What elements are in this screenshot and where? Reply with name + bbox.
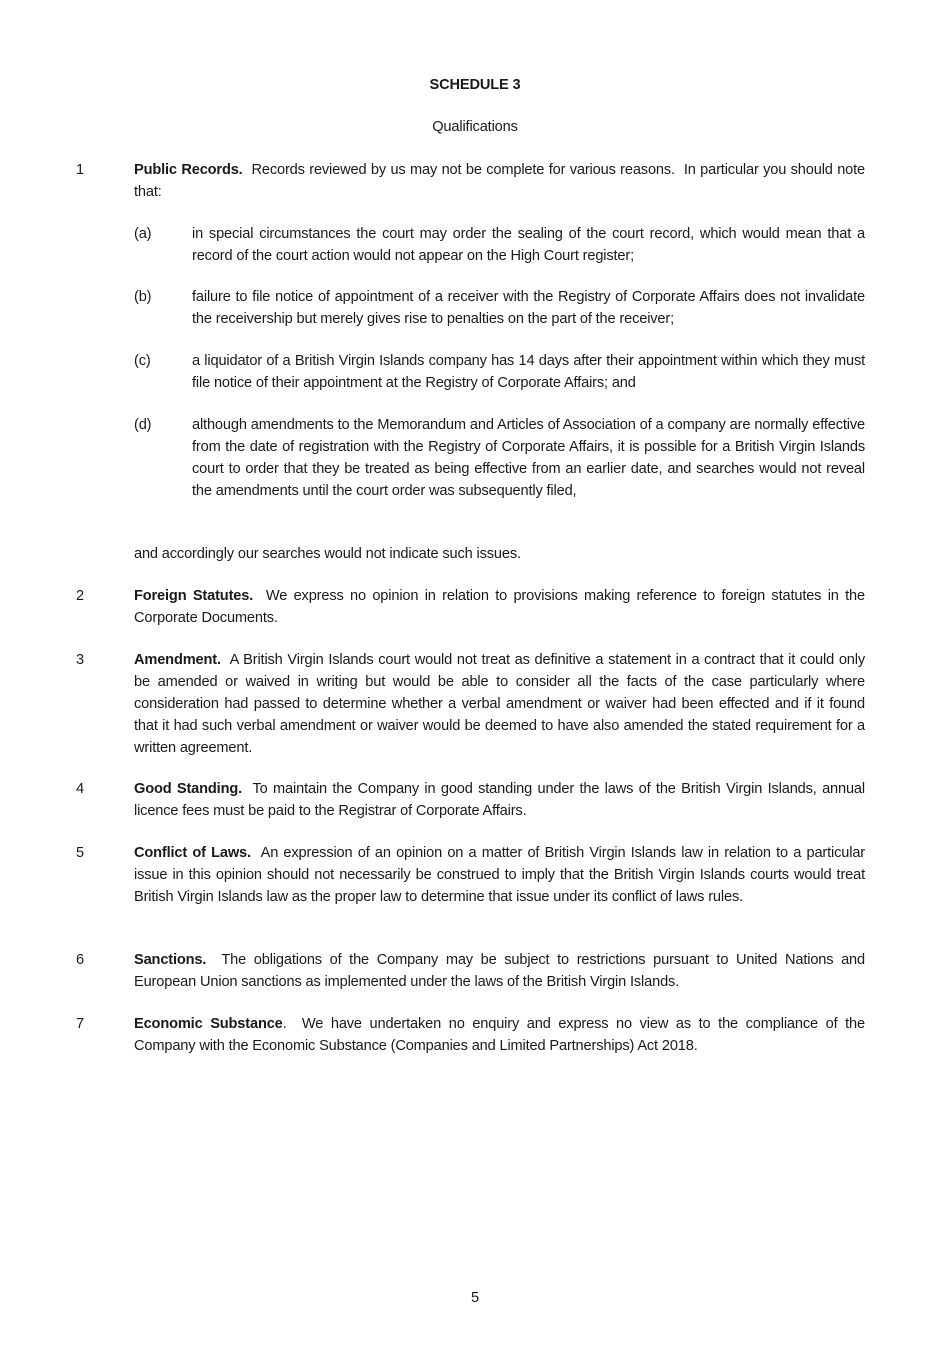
subitem-label: (d) — [134, 417, 152, 433]
item-heading: Sanctions. — [134, 952, 207, 968]
item-text: An expression of an opinion on a matter of British Virgin Islands law in relation to a particular issue in this opinion should not necessarily be construed to imply that the British Virgin Islands courts would treat British Virgin Islands law as the proper law to determine that issue under its conflict of laws rules. — [134, 845, 869, 905]
item-number: 7 — [76, 1016, 84, 1032]
item-heading: Economic Substance — [134, 1016, 283, 1032]
subitem-label: (b) — [134, 289, 152, 305]
item-number: 2 — [76, 588, 84, 604]
item-heading: Public Records. — [134, 162, 243, 178]
item-number: 1 — [76, 162, 84, 178]
item-conflict-of-laws — [134, 842, 869, 908]
subitem-text: a liquidator of a British Virgin Islands company has 14 days after their appointment within which they must file notice of their appointment at the Registry of Corporate Affairs; and — [192, 353, 865, 391]
subitem-label: (a) — [134, 226, 152, 242]
item-economic-substance — [134, 1013, 869, 1057]
item-text: We express no opinion in relation to provisions making reference to foreign statutes in the Corporate Documents. — [134, 588, 869, 626]
subitem-text: although amendments to the Memorandum and Articles of Association of a company are normally effective from the date of registration with the Registry of Corporate Affairs, it is possible for a British Virgin Islands court to order that they be treated as being effective from an earlier date, and searches would not reveal the amendments until the court order was subsequently filed, — [192, 417, 865, 499]
item-number: 6 — [76, 952, 84, 968]
item-heading: Conflict of Laws. — [134, 845, 251, 861]
schedule-title: SCHEDULE 3 — [429, 77, 521, 93]
item-sanctions — [134, 949, 869, 993]
item-text: The obligations of the Company may be subject to restrictions pursuant to United Nations and European Union sanctions as implemented under the laws of the British Virgin Islands. — [134, 952, 869, 990]
item-heading: Foreign Statutes. — [134, 588, 254, 604]
subitem-text: in special circumstances the court may order the sealing of the court record, which would mean that a record of the court action would not appear on the High Court register; — [192, 226, 865, 264]
item-heading: Amendment. — [134, 652, 221, 668]
item-text: Records reviewed by us may not be complete for various reasons. In particular you should note that: — [134, 162, 869, 200]
item-heading: Good Standing. — [134, 781, 243, 797]
item-text: To maintain the Company in good standing under the laws of the British Virgin Islands, annual licence fees must be paid to the Registrar of Corporate Affairs. — [134, 781, 869, 819]
item-number: 3 — [76, 652, 84, 668]
schedule-subtitle: Qualifications — [432, 119, 518, 135]
item-foreign-statutes — [134, 585, 869, 629]
item-text: A British Virgin Islands court would not treat as definitive a statement in a contract that it could only be amended or waived in writing but would be able to consider all the facts of the case particularly where consideration had passed to determine whether a verbal amendment or waiver had been effected and if it found that it had such verbal amendment or waiver would be deemed to have also amended the stated requirement for a written agreement. — [134, 652, 869, 756]
page-number: 5 — [471, 1290, 479, 1306]
item-amendment — [134, 649, 869, 759]
item-text: . We have undertaken no enquiry and express no view as to the compliance of the Company with the Economic Substance (Companies and Limited Partnerships) Act 2018. — [134, 1016, 869, 1054]
item-number: 4 — [76, 781, 84, 797]
subitem-text: failure to file notice of appointment of a receiver with the Registry of Corporate Affairs does not invalidate the receivership but merely gives rise to penalties on the part of the receiver; — [192, 289, 865, 327]
item-closing: and accordingly our searches would not indicate such issues. — [134, 546, 521, 562]
item-good-standing — [134, 778, 869, 822]
subitem-label: (c) — [134, 353, 151, 369]
item-number: 5 — [76, 845, 84, 861]
item-public-records — [134, 159, 869, 203]
